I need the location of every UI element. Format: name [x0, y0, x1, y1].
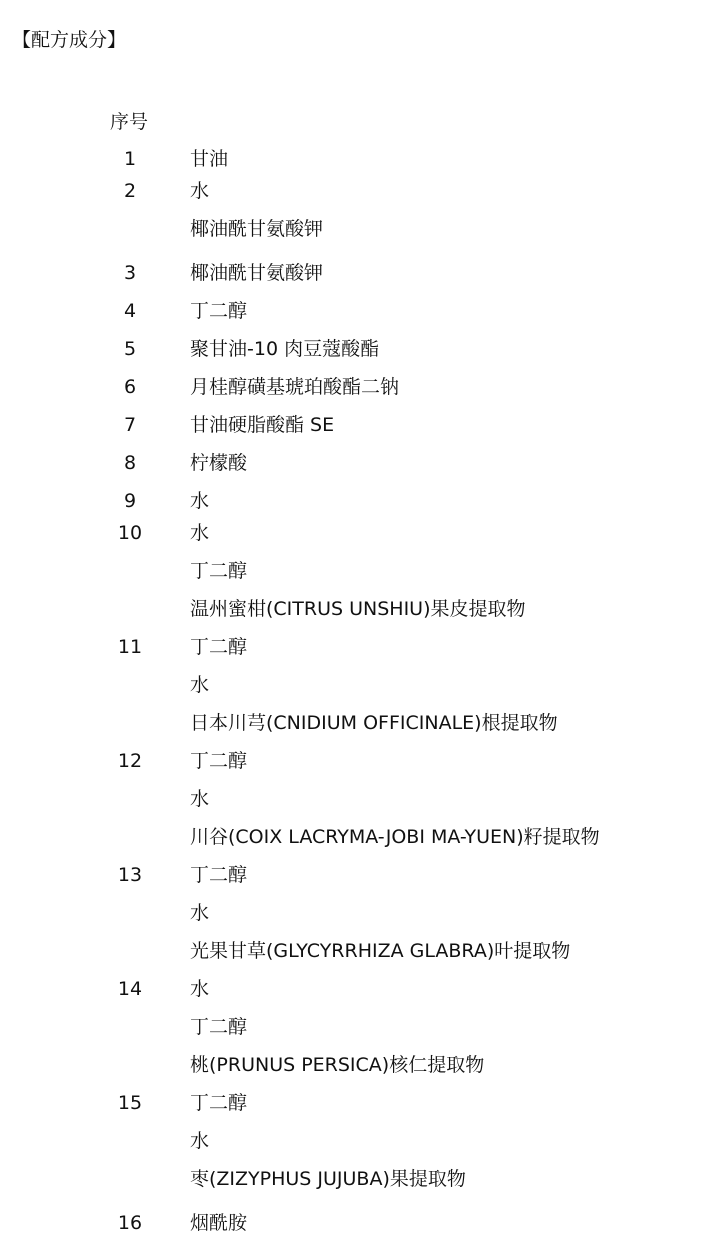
page-title: 【配方成分】 — [12, 29, 127, 51]
ingredient-name: 柠檬酸 — [190, 452, 248, 474]
ingredient-name: 丁二醇 — [190, 1092, 248, 1114]
table-row — [0, 899, 702, 927]
table-row — [0, 259, 702, 287]
table-row — [0, 785, 702, 813]
ingredient-name: 甘油 — [190, 148, 229, 170]
table-row — [0, 937, 702, 965]
table-row — [0, 145, 702, 173]
row-number: 14 — [117, 978, 143, 1000]
table-row — [0, 1209, 702, 1237]
table-row — [0, 823, 702, 851]
ingredient-name: 川谷(COIX LACRYMA-JOBI MA-YUEN)籽提取物 — [190, 826, 600, 848]
ingredient-name: 温州蜜柑(CITRUS UNSHIU)果皮提取物 — [190, 598, 526, 620]
ingredient-name: 水 — [190, 1130, 210, 1152]
ingredient-name: 丁二醇 — [190, 560, 248, 582]
table-row — [0, 297, 702, 325]
ingredient-name: 水 — [190, 180, 210, 202]
row-number: 10 — [117, 522, 143, 544]
ingredient-name: 聚甘油-10 肉豆蔻酸酯 — [190, 338, 380, 360]
table-row — [0, 709, 702, 737]
table-row — [0, 557, 702, 585]
table-row — [0, 335, 702, 363]
row-number: 3 — [123, 262, 137, 284]
table-row — [0, 1013, 702, 1041]
row-number: 16 — [117, 1212, 143, 1234]
ingredient-name: 光果甘草(GLYCYRRHIZA GLABRA)叶提取物 — [190, 940, 571, 962]
ingredient-name: 椰油酰甘氨酸钾 — [190, 218, 324, 240]
table-row — [0, 519, 702, 547]
row-number: 9 — [123, 490, 137, 512]
row-number: 1 — [123, 148, 137, 170]
ingredient-name: 日本川芎(CNIDIUM OFFICINALE)根提取物 — [190, 712, 558, 734]
ingredient-name: 丁二醇 — [190, 864, 248, 886]
row-number: 4 — [123, 300, 137, 322]
ingredient-name: 丁二醇 — [190, 750, 248, 772]
ingredient-name: 丁二醇 — [190, 1016, 248, 1038]
ingredient-name: 枣(ZIZYPHUS JUJUBA)果提取物 — [190, 1168, 466, 1190]
ingredient-name: 月桂醇磺基琥珀酸酯二钠 — [190, 376, 400, 398]
table-row — [0, 1165, 702, 1193]
row-number: 13 — [117, 864, 143, 886]
table-row — [0, 975, 702, 1003]
table-row — [0, 177, 702, 205]
ingredient-name: 水 — [190, 978, 210, 1000]
column-header-index: 序号 — [110, 111, 149, 133]
table-row — [0, 861, 702, 889]
ingredient-name: 丁二醇 — [190, 300, 248, 322]
ingredient-name: 甘油硬脂酸酯 SE — [190, 414, 335, 436]
row-number: 15 — [117, 1092, 143, 1114]
row-number: 11 — [117, 636, 143, 658]
table-row — [0, 449, 702, 477]
table-row — [0, 1089, 702, 1117]
table-row — [0, 411, 702, 439]
table-row — [0, 633, 702, 661]
ingredient-name: 水 — [190, 788, 210, 810]
ingredient-name: 水 — [190, 674, 210, 696]
table-row — [0, 373, 702, 401]
table-row — [0, 595, 702, 623]
table-row — [0, 1127, 702, 1155]
table-row — [0, 1051, 702, 1079]
ingredient-name: 椰油酰甘氨酸钾 — [190, 262, 324, 284]
ingredient-name: 水 — [190, 902, 210, 924]
table-row — [0, 215, 702, 243]
row-number: 2 — [123, 180, 137, 202]
table-row — [0, 747, 702, 775]
ingredient-name: 桃(PRUNUS PERSICA)核仁提取物 — [190, 1054, 485, 1076]
ingredient-name: 水 — [190, 522, 210, 544]
row-number: 12 — [117, 750, 143, 772]
row-number: 6 — [123, 376, 137, 398]
ingredient-name: 烟酰胺 — [190, 1212, 248, 1234]
row-number: 7 — [123, 414, 137, 436]
ingredient-name: 水 — [190, 490, 210, 512]
row-number: 5 — [123, 338, 137, 360]
ingredient-name: 丁二醇 — [190, 636, 248, 658]
table-row — [0, 487, 702, 515]
table-row — [0, 671, 702, 699]
row-number: 8 — [123, 452, 137, 474]
